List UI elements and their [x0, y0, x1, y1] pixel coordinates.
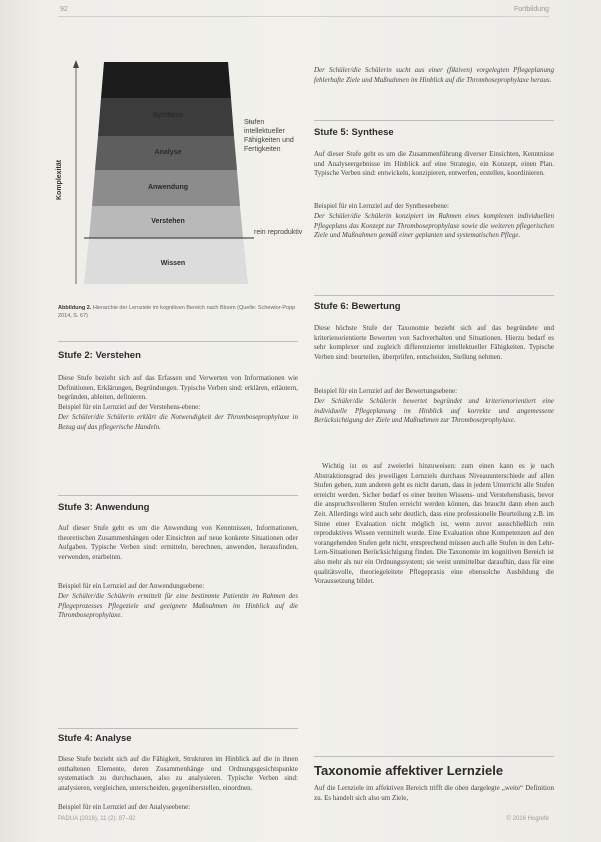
- stufe-5-text: Auf dieser Stufe geht es um die Zusammenführung diverser Einsichten, Kenntnisse und Analyseergebnisse im Hinblick auf eine Strategie, ein Konzept, einen Plan. Typische Verben sind: entwickeln, konzipieren, entwerfen, erstellen, koordinieren.: [314, 150, 554, 178]
- section-rule: [314, 120, 554, 121]
- stufe-2-text: Diese Stufe bezieht sich auf das Erfassen und Verwerten von Informationen wie Definitionen, Erklärungen, Begründungen. Typische Verben sind: erklären, erläutern, begründen, ableiten, definieren.: [58, 374, 298, 402]
- y-axis-label: Komplexität: [56, 159, 63, 200]
- lower-levels-note: rein reproduktiv: [254, 229, 303, 236]
- heading-stufe-5: Stufe 5: Synthese: [314, 127, 394, 138]
- figure-caption: [58, 304, 308, 320]
- stufe-5-example: Der Schüler/die Schülerin konzipiert im Rahmen eines komplexen individuellen Pflegeplans das Konzept zur Thromboseprophylaxe sowie die weiteren pflegerischen Ziele und Maßnahmen gemäß einer geplanten und systematischen Pflege.: [314, 212, 554, 240]
- stufe-4-example: Der Schüler/die Schülerin sucht aus einer (fiktiven) vorgelegten Pflegeplanung fehlerhafte Ziele und Maßnahmen im Hinblick auf die Thromboseprophylaxe heraus.: [314, 66, 554, 84]
- caption-label: Abbildung 2.: [58, 305, 92, 311]
- upper-levels-note: Stufen intellektueller Fähigkeiten und Fertigkeiten: [244, 119, 294, 153]
- stufe-3-text: Auf dieser Stufe geht es um die Anwendung von Kenntnissen, Informationen, theoretischen Zusammenhängen oder Einsichten auf neue konkrete Situationen oder Aufgaben. Typische Verben sind: ermitteln, berechnen, anwenden, herausfinden, verwenden, erarbeiten.: [58, 524, 298, 561]
- heading-stufe-2: Stufe 2: Verstehen: [58, 350, 141, 361]
- heading-stufe-3: Stufe 3: Anwendung: [58, 502, 150, 513]
- section-rule: [58, 728, 298, 729]
- caption-text: Hierarchie der Lernziele im kognitiven Bereich nach Bloom (Quelle: Schewior-Popp 2014, S. 67): [58, 305, 296, 319]
- stufe-3-example: Der Schüler/die Schülerin ermittelt für eine bestimmte Patientin im Rahmen des Pflegeprozesses Pflegeziele und geeignete Maßnahmen im Hinblick auf die Thromboseprophylaxe.: [58, 592, 298, 620]
- section-rule: [58, 495, 298, 496]
- closing-paragraph: Auf die Lernziele im affektiven Bereich trifft die oben dargelegte „weite“ Definition zu. Es handelt sich also um Ziele,: [314, 784, 554, 802]
- level-label-analyse: Analyse: [154, 149, 182, 156]
- section-rule: [314, 295, 554, 296]
- stufe-6-text: Diese höchste Stufe der Taxonomie bezieht sich auf das begründete und kriterienorientierte Bewerten von Sachverhalten und Situationen. Hierzu bedarf es sehr komplexer und zugleich differenzierter intellektueller Fähigkeiten. Typische Verben sind: beurteilen, überprüfen, entscheiden, Stellung nehmen.: [314, 324, 554, 361]
- level-label-synthese: Synthese: [152, 112, 184, 119]
- level-label-anwendung: Anwendung: [147, 184, 189, 191]
- heading-stufe-4: Stufe 4: Analyse: [58, 733, 132, 744]
- taxonomy-pyramid: [58, 52, 306, 294]
- heading-affektive-lernziele: Taxonomie affektiver Lernziele: [314, 763, 504, 778]
- level-label-wissen: Wissen: [160, 260, 186, 267]
- stufe-3-example-intro: Beispiel für ein Lernziel auf der Anwendungsebene:: [58, 582, 205, 590]
- level-label-verstehen: Verstehen: [151, 218, 185, 225]
- stufe-4-example-intro: Beispiel für ein Lernziel auf der Analyseebene:: [58, 803, 191, 811]
- stufe-2-example: Der Schüler/die Schülerin erklärt die Notwendigkeit der Thromboseprophylaxe in Bezug auf das pflegerische Handeln.: [58, 413, 298, 431]
- section-rule: [58, 341, 298, 342]
- heading-stufe-6: Stufe 6: Bewertung: [314, 301, 401, 312]
- footer-citation: PADUA (2016), 11 (2): 87–92: [58, 816, 136, 822]
- stufe-2-example-intro: Beispiel für ein Lernziel auf der Verstehens-ebene:: [58, 403, 201, 411]
- body-paragraph: Wichtig ist es auf zweierlei hinzuweisen: zum einen kann es je nach Abstraktionsgrad des jeweiligen Lernziels durchaus Niveauunterschiede auf allen Stufen geben, zum anderen geht es nicht darum, dass in jedem Unterricht alle Stufen erreicht werden. Sicher bedarf es einer breiten Wissens- und Verstehensbasis, bevor die anspruchsvolleren Stufen erreicht werden können, das braucht dann eben auch Zeit. Allerdings wird auch sehr deutlich, dass eine professionelle Beurteilung z.B. im Sinne einer Evaluation nicht möglich ist, wenn zuvor ausschließlich rein reproduktives Wissen vermittelt wurde. Eine Evaluation ohne Kompetenzen auf den vorangehenden Stufen geht nicht, entsprechend müssen auch alle Stufen in den Lehr-Lern-Situationen Berücksichtigung finden. Die Taxonomie im kognitiven Bereich ist also mehr als nur ein Ordnungssystem; sie weist unmittelbar daraufhin, dass für eine qualitätsvolle, theoriegeleitete Pflegepraxis eine ebensolche Ausbildung die Voraussetzung bildet.: [314, 462, 554, 586]
- stufe-4-text: Diese Stufe bezieht sich auf die Fähigkeit, Strukturen im Hinblick auf die in ihnen enthaltenen Elemente, deren Zusammenhänge und Ordnungsgesichtspunkte systematisch zu durchschauen, also zu analysieren. Typische Verben sind: analysieren, vergleichen, unterscheiden, gegenüberstellen, einordnen.: [58, 755, 298, 792]
- taxonomy-figure: [58, 52, 306, 294]
- header-rule: [58, 16, 549, 17]
- running-header: Fortbildung: [513, 6, 549, 13]
- level-top: [101, 62, 231, 98]
- footer-publisher: © 2016 Hogrefe: [506, 816, 549, 822]
- stufe-6-example-intro: Beispiel für ein Lernziel auf der Bewertungsebene:: [314, 387, 458, 395]
- page-number: 92: [60, 6, 68, 13]
- stufe-6-example: Der Schüler/die Schülerin bewertet begründet und kriterienorientiert eine individuelle Pflegeplanung im Hinblick auf korrekte und angemessene Berücksichtigung der Ziele und Maßnahmen zur Thromboseprophylaxe.: [314, 397, 554, 425]
- stufe-5-example-intro: Beispiel für ein Lernziel auf der Syntheseebene:: [314, 202, 449, 210]
- section-rule: [314, 756, 554, 757]
